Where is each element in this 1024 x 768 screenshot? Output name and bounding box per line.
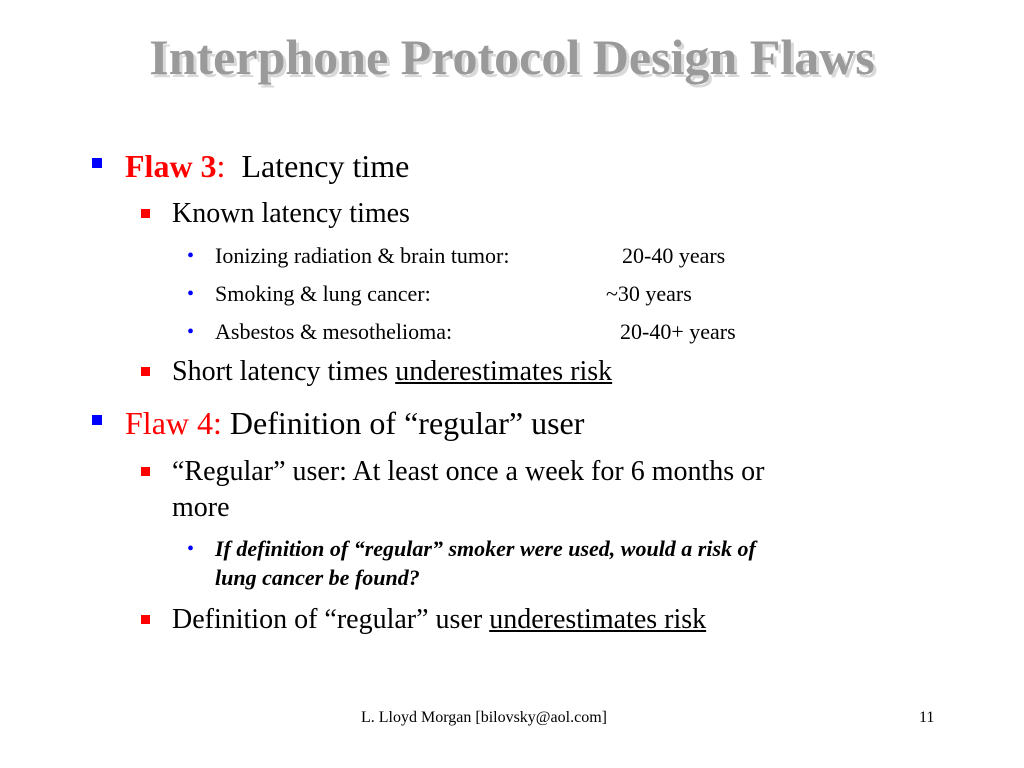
- regular-user-line-2: more: [172, 492, 230, 523]
- latency-item: [215, 319, 815, 345]
- definition-line: [172, 604, 706, 636]
- short-latency-line: [172, 356, 612, 388]
- short-latency-text: Short latency times: [172, 356, 396, 387]
- definition-text: Definition of “regular” user: [172, 604, 490, 635]
- definition-emphasis: underestimates risk: [489, 604, 707, 635]
- square-bullet-icon: [92, 158, 102, 168]
- latency-item: [215, 243, 815, 269]
- latency-item-cause: Asbestos & mesothelioma:: [215, 319, 453, 344]
- slide-title: Interphone Protocol Design Flaws: [149, 29, 875, 85]
- flaw-4-text: Definition of “regular” user: [229, 405, 585, 441]
- smoker-question-line-1: If definition of “regular” smoker were used, would a risk of: [215, 536, 756, 561]
- square-bullet-icon: [92, 415, 102, 425]
- flaw-3-colon: :: [216, 148, 226, 184]
- short-latency-emphasis: underestimates risk: [395, 356, 613, 387]
- latency-item: [215, 281, 815, 307]
- latency-item-value: ~30 years: [606, 281, 692, 306]
- flaw-3-label: Flaw 3: [125, 148, 217, 184]
- page-number: 11: [919, 709, 935, 726]
- flaw-3-heading: [125, 148, 409, 184]
- flaw-4-heading: [125, 405, 584, 441]
- round-bullet-icon: •: [187, 321, 195, 343]
- latency-item-value: 20-40+ years: [620, 319, 736, 344]
- square-bullet-icon: [141, 615, 150, 624]
- square-bullet-icon: [141, 367, 150, 376]
- smoker-question-line-2: lung cancer be found?: [215, 565, 420, 590]
- flaw-3-text: Latency time: [241, 148, 410, 184]
- square-bullet-icon: [141, 209, 150, 218]
- round-bullet-icon: •: [187, 538, 195, 560]
- regular-user-line-1: “Regular” user: At least once a week for 6 months or: [172, 456, 765, 487]
- latency-item-value: 20-40 years: [622, 243, 726, 268]
- latency-item-cause: Smoking & lung cancer:: [215, 281, 431, 306]
- known-latency-heading: Known latency times: [172, 198, 410, 229]
- square-bullet-icon: [141, 467, 150, 476]
- round-bullet-icon: •: [187, 283, 195, 305]
- latency-item-cause: Ionizing radiation & brain tumor:: [215, 243, 510, 268]
- flaw-4-label: Flaw 4:: [125, 405, 222, 441]
- footer-author: L. Lloyd Morgan [bilovsky@aol.com]: [361, 709, 607, 726]
- round-bullet-icon: •: [187, 245, 195, 267]
